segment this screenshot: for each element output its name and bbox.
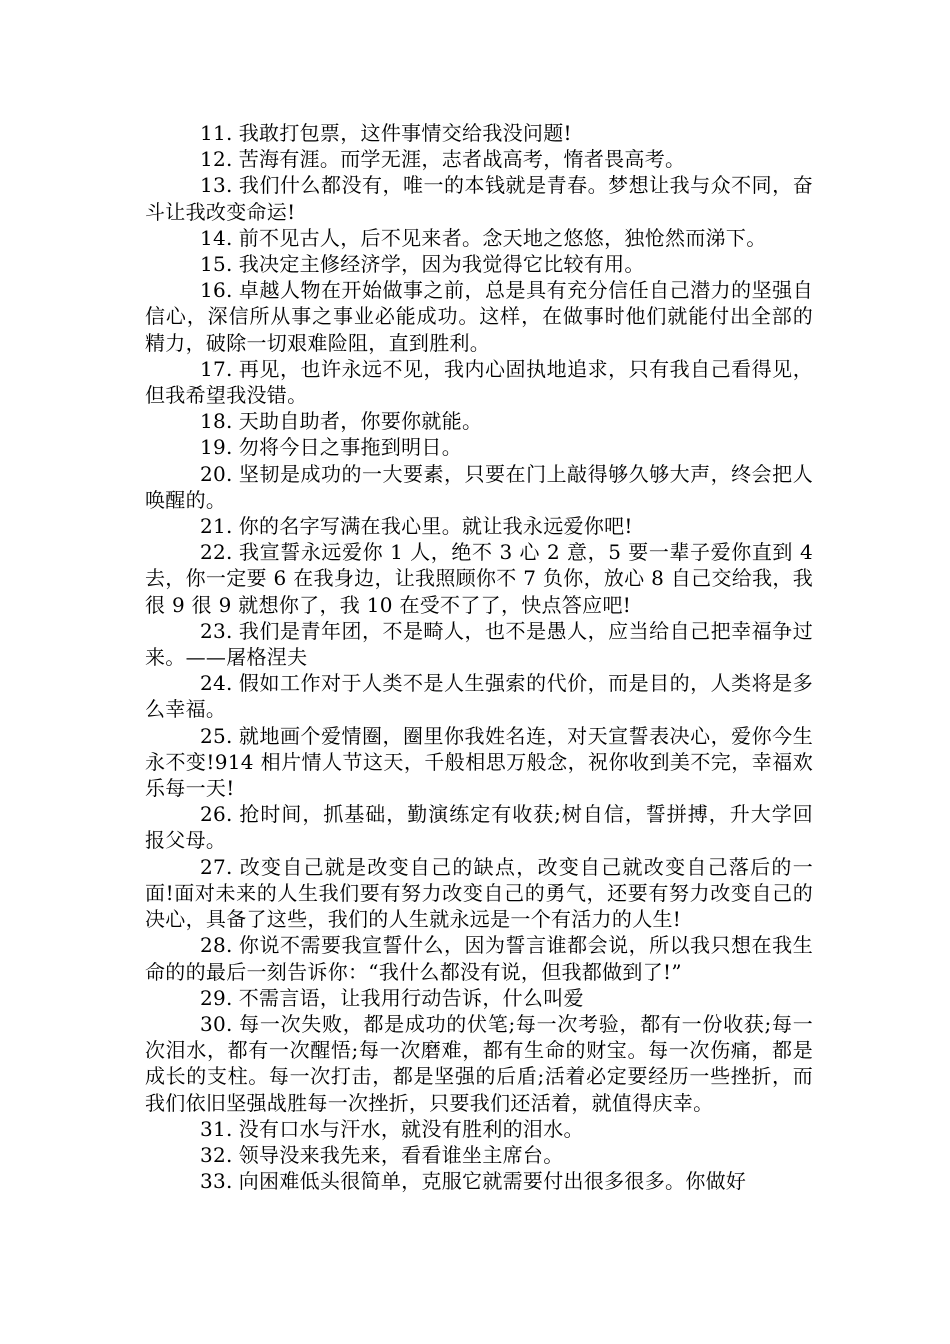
list-item [145, 723, 813, 802]
item-text: 假如工作对于人类不是人生强索的代价，而是目的，人类将是多么幸福。 [145, 671, 813, 722]
list-item [145, 408, 813, 434]
item-text: 就地画个爱情圈，圈里你我姓名连，对天宣誓表决心，爱你今生永不变!914 相片情人节这天，千般相思万般念，祝你收到美不完，幸福欢乐每一天! [145, 723, 813, 801]
item-text: 我决定主修经济学，因为我觉得它比较有用。 [238, 252, 645, 277]
item-text: 领导没来我先来，看看谁坐主席台。 [238, 1142, 564, 1167]
item-text: 你的名字写满在我心里。就让我永远爱你吧! [238, 514, 633, 539]
item-number: 20. [200, 461, 233, 486]
item-number: 33. [200, 1169, 233, 1194]
list-item [145, 618, 813, 670]
document-body [145, 120, 813, 1194]
item-number: 28. [200, 933, 233, 958]
list-item [145, 1116, 813, 1142]
list-item [145, 932, 813, 984]
list-item [145, 146, 813, 172]
item-text: 我敢打包票，这件事情交给我没问题! [238, 121, 572, 145]
list-item [145, 801, 813, 853]
item-number: 11. [200, 121, 233, 145]
list-item [145, 434, 813, 460]
item-number: 19. [200, 435, 233, 460]
item-number: 18. [200, 409, 233, 434]
list-item [145, 539, 813, 618]
list-item [145, 277, 813, 356]
list-item [145, 854, 813, 933]
item-text: 我宣誓永远爱你 1 人，绝不 3 心 2 意，5 要一辈子爱你直到 4 去，你一定要 6 在我身边，让我照顾你不 7 负你，放心 8 自己交给我，我很 9 很 9 就想你了，我 10 在受不了了，快点答应吧! [145, 540, 813, 617]
item-number: 27. [200, 854, 233, 879]
item-number: 25. [200, 723, 233, 748]
item-number: 13. [200, 173, 233, 198]
item-number: 21. [200, 514, 233, 539]
item-number: 22. [200, 540, 233, 565]
item-text: 坚韧是成功的一大要素，只要在门上敲得够久够大声，终会把人唤醒的。 [145, 461, 813, 512]
list-item [145, 461, 813, 513]
list-item [145, 1142, 813, 1168]
list-item [145, 670, 813, 722]
list-item [145, 356, 813, 408]
list-item [145, 1011, 813, 1116]
item-text: 你说不需要我宣誓什么，因为誓言谁都会说，所以我只想在我生命的的最后一刻告诉你：“我什么都没有说，但我都做到了!” [145, 933, 813, 984]
list-item [145, 172, 813, 224]
item-text: 卓越人物在开始做事之前，总是具有充分信任自己潜力的坚强自信心，深信所从事之事业必能成功。这样，在做事时他们就能付出全部的精力，破除一切艰难险阻，直到胜利。 [145, 278, 813, 355]
item-text: 没有口水与汗水，就没有胜利的泪水。 [238, 1116, 584, 1141]
item-number: 12. [200, 147, 233, 172]
list-item [145, 251, 813, 277]
item-number: 31. [200, 1116, 233, 1141]
list-item [145, 120, 813, 146]
item-number: 15. [200, 252, 233, 277]
item-text: 不需言语，让我用行动告诉，什么叫爱 [238, 985, 584, 1010]
item-text: 再见，也许永远不见，我内心固执地追求，只有我自己看得见，但我希望我没错。 [145, 356, 813, 408]
item-text: 每一次失败，都是成功的伏笔;每一次考验，都有一份收获;每一次泪水，都有一次醒悟;每一次磨难，都有生命的财宝。每一次伤痛，都是成长的支柱。每一次打击，都是坚强的后盾;活着必定要经历一些挫折，而我们依旧坚强战胜每一次挫折，只要我们还活着，就值得庆幸。 [145, 1011, 813, 1115]
item-text: 前不见古人，后不见来者。念天地之悠悠，独怆然而涕下。 [238, 225, 767, 250]
list-item [145, 1168, 813, 1194]
list-item [145, 985, 813, 1011]
item-number: 23. [200, 618, 233, 643]
item-number: 16. [200, 278, 233, 303]
item-number: 29. [200, 985, 233, 1010]
item-text: 我们是青年团，不是畸人，也不是愚人，应当给自己把幸福争过来。——屠格涅夫 [145, 618, 813, 670]
item-text: 我们什么都没有，唯一的本钱就是青春。梦想让我与众不同，奋斗让我改变命运! [145, 173, 813, 224]
item-text: 苦海有涯。而学无涯，志者战高考，惰者畏高考。 [238, 147, 686, 172]
item-text: 改变自己就是改变自己的缺点，改变自己就改变自己落后的一面!面对未来的人生我们要有努力改变自己的勇气，还要有努力改变自己的决心，具备了这些，我们的人生就永远是一个有活力的人生! [145, 854, 813, 932]
list-item [145, 225, 813, 251]
item-number: 30. [200, 1011, 233, 1036]
item-number: 26. [200, 802, 233, 827]
item-number: 17. [200, 356, 233, 381]
item-number: 14. [200, 225, 233, 250]
item-text: 勿将今日之事拖到明日。 [238, 435, 463, 460]
list-item [145, 513, 813, 539]
item-text: 抢时间，抓基础，勤演练定有收获;树自信，誓拼搏，升大学回报父母。 [145, 802, 813, 853]
item-text: 天助自助者，你要你就能。 [238, 409, 483, 434]
item-number: 32. [200, 1142, 233, 1167]
item-number: 24. [200, 671, 233, 696]
item-text: 向困难低头很简单，克服它就需要付出很多很多。你做好 [238, 1169, 747, 1194]
